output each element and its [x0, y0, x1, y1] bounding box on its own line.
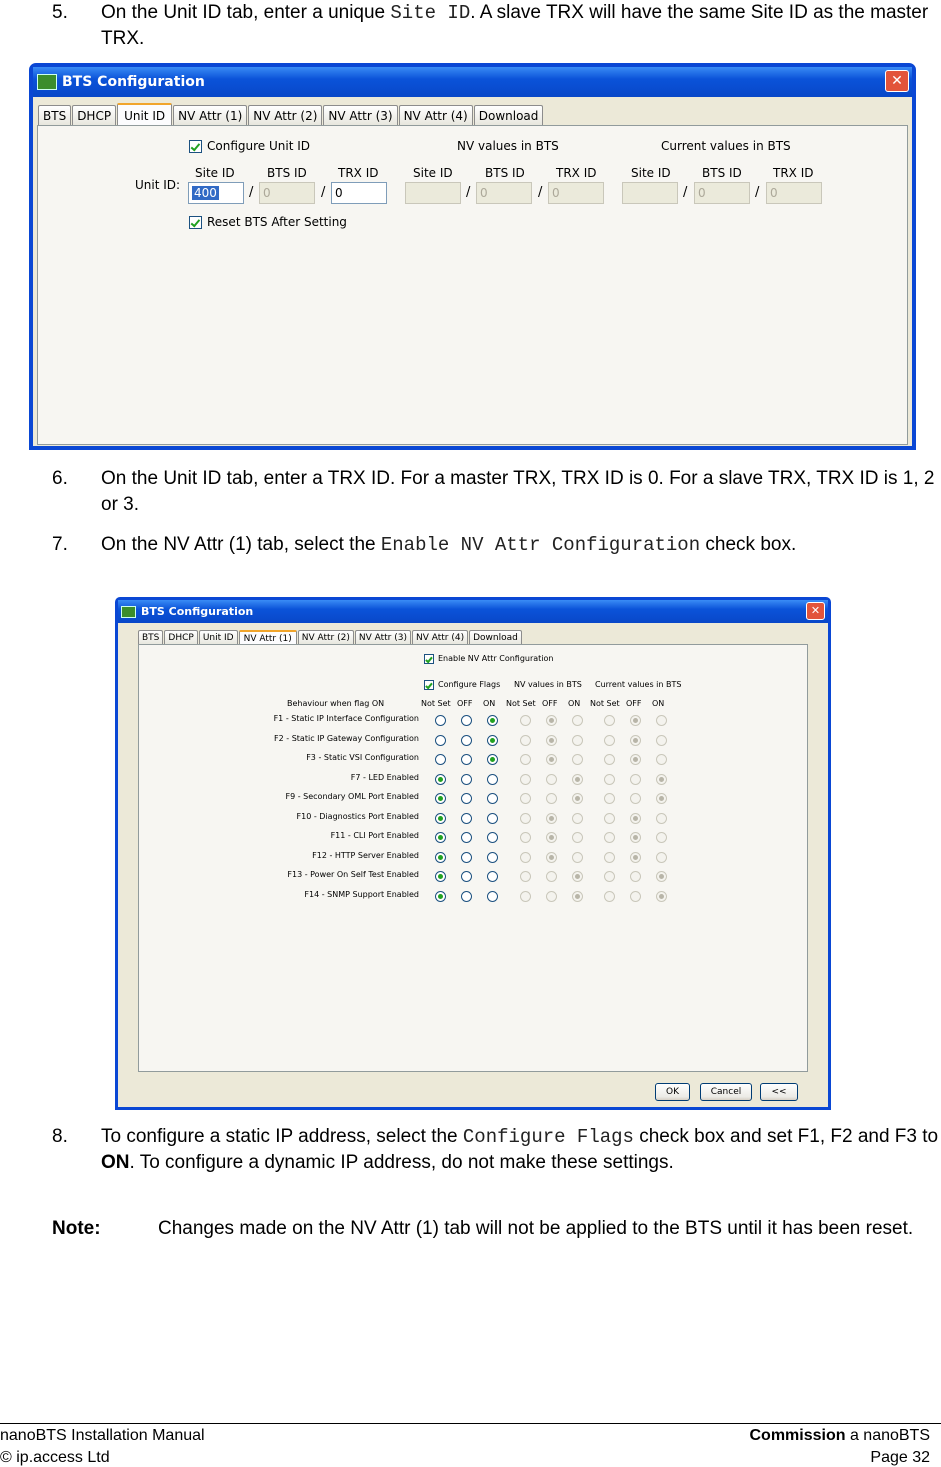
step-text: check box and set F1, F2 and F3 to: [633, 1126, 939, 1147]
title-bar: [118, 600, 828, 623]
flag-radio[interactable]: [461, 735, 472, 746]
tab-nv-attr-1[interactable]: NV Attr (1): [239, 630, 297, 646]
flag-radio[interactable]: [487, 735, 498, 746]
nv-flag-radio: [520, 891, 531, 902]
code-enable-nv: Enable NV Attr Configuration: [380, 534, 701, 556]
flag-radio[interactable]: [487, 754, 498, 765]
footer-page: Page 32: [870, 1449, 930, 1466]
flag-radio[interactable]: [435, 774, 446, 785]
back-button[interactable]: <<: [760, 1083, 798, 1101]
step-text: . To configure a dynamic IP address, do not make these settings.: [129, 1152, 674, 1173]
note-text: Changes made on the NV Attr (1) tab will not be applied to the BTS until it has been reset.: [158, 1218, 914, 1239]
step-number: 7.: [52, 534, 68, 555]
tab-download[interactable]: Download: [469, 630, 522, 645]
nv-values-header: NV values in BTS: [457, 139, 559, 153]
nv-flag-radio: [520, 715, 531, 726]
step-number: 5.: [52, 2, 68, 23]
nv-flag-radio: [572, 832, 583, 843]
col-on: ON: [652, 699, 665, 708]
current-flag-radio: [630, 754, 641, 765]
bts-config-window-unit-id: [29, 63, 916, 450]
tab-unit-id[interactable]: Unit ID: [117, 103, 172, 127]
flag-radio[interactable]: [487, 813, 498, 824]
nv-values-header: NV values in BTS: [514, 680, 582, 689]
flag-radio[interactable]: [487, 715, 498, 726]
current-flag-radio: [656, 715, 667, 726]
flag-label: F1 - Static IP Interface Configuration: [273, 714, 419, 723]
col-off: OFF: [457, 699, 473, 708]
tab-nv-attr-1[interactable]: NV Attr (1): [173, 105, 247, 126]
flag-label: F13 - Power On Self Test Enabled: [287, 870, 419, 879]
nv-flag-radio: [572, 774, 583, 785]
nv-flag-radio: [546, 754, 557, 765]
flag-radio[interactable]: [435, 793, 446, 804]
slash: /: [755, 185, 760, 200]
enable-nv-attr-checkbox[interactable]: [424, 654, 434, 664]
current-flag-radio: [630, 891, 641, 902]
footer-section: Commission a nanoBTS: [749, 1427, 930, 1444]
close-button[interactable]: [885, 70, 909, 92]
configure-unit-id-checkbox[interactable]: [189, 140, 202, 153]
cancel-button[interactable]: Cancel: [700, 1083, 752, 1101]
nv-flag-radio: [520, 813, 531, 824]
flag-label: F7 - LED Enabled: [350, 772, 419, 782]
reset-bts-checkbox[interactable]: [189, 216, 202, 229]
current-flag-radio: [604, 793, 615, 804]
current-flag-radio: [630, 774, 641, 785]
flag-radio[interactable]: [487, 871, 498, 882]
flag-label: F11 - CLI Port Enabled: [330, 831, 419, 840]
current-flag-radio: [604, 813, 615, 824]
close-button[interactable]: [806, 602, 825, 620]
nv-flag-radio: [572, 871, 583, 882]
trx-id-input[interactable]: 0: [331, 182, 387, 204]
col-not-set: Not Set: [506, 699, 536, 708]
nv-flag-radio: [546, 891, 557, 902]
nv-flag-radio: [546, 715, 557, 726]
current-flag-radio: [604, 754, 615, 765]
nv-flag-radio: [546, 871, 557, 882]
tab-unit-id[interactable]: Unit ID: [199, 630, 238, 645]
current-flag-radio: [656, 852, 667, 863]
current-flag-radio: [656, 774, 667, 785]
flag-label: F2 - Static IP Gateway Configuration: [274, 733, 419, 743]
current-flag-radio: [630, 735, 641, 746]
flag-radio[interactable]: [435, 754, 446, 765]
current-flag-radio: [630, 852, 641, 863]
page-footer: [0, 1423, 941, 1466]
flag-radio[interactable]: [461, 813, 472, 824]
current-flag-radio: [656, 754, 667, 765]
tab-nv-attr-2[interactable]: NV Attr (2): [298, 630, 354, 645]
slash: /: [321, 185, 326, 200]
flag-radio[interactable]: [435, 735, 446, 746]
nv-flag-radio: [520, 793, 531, 804]
tab-nv-attr-3[interactable]: NV Attr (3): [323, 105, 397, 126]
window-title: BTS Configuration: [141, 605, 254, 618]
nv-flag-radio: [520, 774, 531, 785]
configure-flags-checkbox[interactable]: [424, 680, 434, 690]
flag-label: F3 - Static VSI Configuration: [306, 753, 419, 762]
current-values-header: Current values in BTS: [595, 680, 682, 689]
flag-radio[interactable]: [435, 871, 446, 882]
tab-panel: [138, 644, 808, 1072]
current-flag-radio: [604, 852, 615, 863]
current-flag-radio: [656, 891, 667, 902]
tab-dhcp[interactable]: DHCP: [72, 105, 116, 126]
col-not-set: Not Set: [590, 699, 620, 708]
ok-button[interactable]: OK: [655, 1083, 690, 1101]
slash: /: [538, 185, 543, 200]
step-text: On the Unit ID tab, enter a unique: [101, 2, 391, 23]
col-trx-id: TRX ID: [338, 166, 379, 180]
current-flag-radio: [630, 832, 641, 843]
tab-panel: [37, 125, 908, 445]
current-flag-radio: [656, 735, 667, 746]
flag-radio[interactable]: [487, 774, 498, 785]
nv-flag-radio: [546, 774, 557, 785]
flag-radio[interactable]: [435, 832, 446, 843]
col-not-set: Not Set: [421, 699, 451, 708]
step-text: check box.: [700, 534, 797, 555]
tab-nv-attr-4[interactable]: NV Attr (4): [399, 105, 473, 126]
app-icon: [121, 606, 136, 618]
current-flag-radio: [656, 793, 667, 804]
nv-flag-radio: [520, 832, 531, 843]
footer-manual: nanoBTS Installation Manual: [0, 1427, 205, 1444]
note-label: Note:: [52, 1218, 101, 1239]
nv-flag-radio: [572, 735, 583, 746]
flag-radio[interactable]: [435, 715, 446, 726]
col-trx-id: TRX ID: [556, 166, 597, 180]
flag-label: F12 - HTTP Server Enabled: [312, 850, 419, 860]
app-icon: [37, 74, 57, 90]
flag-radio[interactable]: [487, 852, 498, 863]
current-flag-radio: [656, 871, 667, 882]
flag-radio[interactable]: [435, 891, 446, 902]
col-bts-id: BTS ID: [485, 166, 525, 180]
current-values-header: Current values in BTS: [661, 139, 791, 153]
bts-config-window-nv-attr: [115, 597, 831, 1110]
tab-bar: [138, 626, 523, 645]
current-flag-radio: [604, 891, 615, 902]
flag-label: F9 - Secondary OML Port Enabled: [285, 792, 419, 801]
current-flag-radio: [630, 715, 641, 726]
nv-flag-radio: [520, 754, 531, 765]
step-text: . A slave TRX will have the same Site ID as the master TRX.: [101, 2, 929, 49]
bts-id-input[interactable]: 0: [259, 182, 315, 204]
col-on: ON: [568, 699, 581, 708]
flag-radio[interactable]: [435, 813, 446, 824]
flag-radio[interactable]: [487, 832, 498, 843]
nv-flag-radio: [546, 793, 557, 804]
slash: /: [683, 185, 688, 200]
flag-radio[interactable]: [461, 754, 472, 765]
flag-radio[interactable]: [461, 871, 472, 882]
nv-flag-radio: [520, 735, 531, 746]
step-text: On the Unit ID tab, enter a TRX ID. For a master TRX, TRX ID is 0. For a slave TRX, TRX ID is 1, 2 or 3.: [101, 468, 935, 515]
nv-flag-radio: [520, 871, 531, 882]
current-flag-radio: [604, 715, 615, 726]
nv-site-id: [405, 182, 461, 204]
flag-radio[interactable]: [461, 715, 472, 726]
tab-nv-attr-2[interactable]: NV Attr (2): [248, 105, 322, 126]
tab-dhcp[interactable]: DHCP: [164, 630, 197, 645]
slash: /: [466, 185, 471, 200]
current-flag-radio: [604, 871, 615, 882]
nv-flag-radio: [546, 852, 557, 863]
unit-id-label: Unit ID:: [135, 178, 181, 192]
nv-trx-id: 0: [548, 182, 604, 204]
title-bar: [33, 67, 912, 97]
nv-flag-radio: [546, 813, 557, 824]
current-trx-id: 0: [766, 182, 822, 204]
window-title: BTS Configuration: [62, 74, 205, 90]
flag-radio[interactable]: [461, 774, 472, 785]
col-bts-id: BTS ID: [267, 166, 307, 180]
flag-radio[interactable]: [461, 793, 472, 804]
tab-bts[interactable]: BTS: [38, 105, 71, 126]
nv-flag-radio: [572, 754, 583, 765]
current-flag-radio: [604, 832, 615, 843]
configure-unit-id-label: Configure Unit ID: [207, 139, 310, 153]
step-text: On the NV Attr (1) tab, select the: [101, 534, 381, 555]
flag-label: F10 - Diagnostics Port Enabled: [296, 811, 419, 821]
tab-nv-attr-3[interactable]: NV Attr (3): [355, 630, 411, 645]
step-text: To configure a static IP address, select the: [101, 1126, 463, 1147]
code-site-id: Site ID: [390, 2, 471, 24]
nv-flag-radio: [572, 813, 583, 824]
tab-download[interactable]: Download: [474, 105, 544, 126]
nv-flag-radio: [572, 715, 583, 726]
current-flag-radio: [604, 774, 615, 785]
flag-radio[interactable]: [461, 832, 472, 843]
tab-nv-attr-4[interactable]: NV Attr (4): [412, 630, 468, 645]
current-flag-radio: [630, 813, 641, 824]
nv-flag-radio: [572, 793, 583, 804]
nv-flag-radio: [546, 735, 557, 746]
col-on: ON: [483, 699, 496, 708]
current-site-id: [622, 182, 678, 204]
current-flag-radio: [656, 813, 667, 824]
nv-flag-radio: [546, 832, 557, 843]
current-flag-radio: [604, 735, 615, 746]
col-site-id: Site ID: [631, 166, 671, 180]
nv-flag-radio: [572, 852, 583, 863]
current-flag-radio: [630, 793, 641, 804]
flag-radio[interactable]: [487, 891, 498, 902]
current-flag-radio: [630, 871, 641, 882]
close-icon: ✕: [891, 73, 903, 89]
step-number: 8.: [52, 1126, 68, 1147]
flag-radio[interactable]: [435, 852, 446, 863]
current-flag-radio: [656, 832, 667, 843]
col-off: OFF: [626, 699, 642, 708]
enable-nv-attr-label: Enable NV Attr Configuration: [438, 654, 554, 663]
flag-label: F14 - SNMP Support Enabled: [304, 889, 419, 899]
bold-on: ON: [101, 1152, 130, 1173]
nv-flag-radio: [572, 891, 583, 902]
footer-copyright: © ip.access Ltd: [0, 1449, 110, 1466]
col-off: OFF: [542, 699, 558, 708]
reset-bts-label: Reset BTS After Setting: [207, 215, 347, 229]
tab-bar: [38, 100, 544, 126]
tab-bts[interactable]: BTS: [138, 630, 163, 645]
flag-radio[interactable]: [461, 891, 472, 902]
code-configure-flags: Configure Flags: [462, 1126, 634, 1148]
flag-radio[interactable]: [461, 852, 472, 863]
slash: /: [249, 185, 254, 200]
nv-flag-radio: [520, 852, 531, 863]
col-site-id: Site ID: [195, 166, 235, 180]
col-site-id: Site ID: [413, 166, 453, 180]
configure-flags-label: Configure Flags: [438, 680, 501, 689]
behaviour-header: Behaviour when flag ON: [287, 699, 385, 708]
flag-radio[interactable]: [487, 793, 498, 804]
current-bts-id: 0: [694, 182, 750, 204]
col-trx-id: TRX ID: [773, 166, 814, 180]
step-number: 6.: [52, 468, 68, 489]
nv-bts-id: 0: [476, 182, 532, 204]
col-bts-id: BTS ID: [702, 166, 742, 180]
site-id-input[interactable]: 400: [188, 182, 244, 204]
close-icon: ✕: [810, 604, 821, 617]
